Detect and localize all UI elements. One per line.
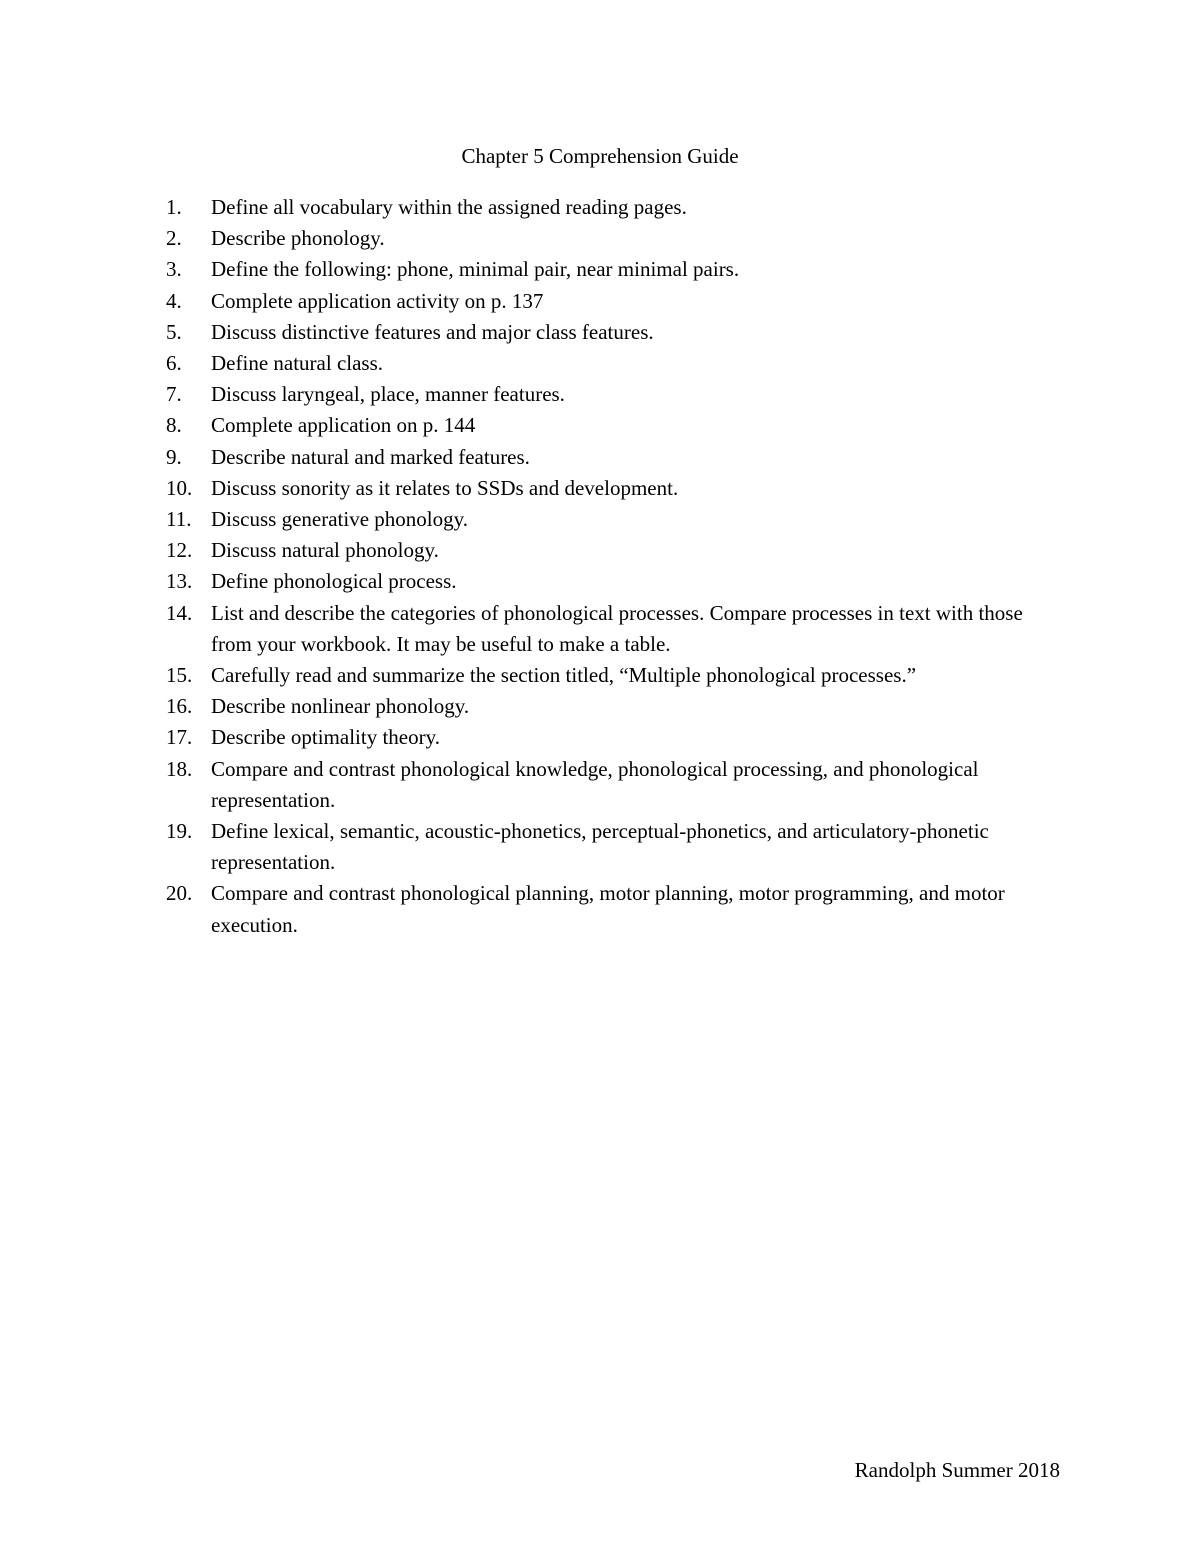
question-item (166, 223, 1046, 254)
question-item (166, 722, 1046, 753)
footer-credit: Randolph Summer 2018 (854, 1458, 1060, 1482)
question-text: Define phonological process. (211, 569, 457, 594)
question-item (166, 317, 1046, 348)
question-number: 18. (166, 756, 193, 781)
question-item (166, 691, 1046, 722)
question-number: 5. (166, 319, 182, 344)
question-text: Discuss distinctive features and major class features. (211, 319, 654, 344)
question-text: Describe phonology. (211, 226, 385, 251)
question-text: Complete application activity on p. 137 (211, 288, 544, 313)
question-item (166, 754, 1046, 816)
question-item (166, 504, 1046, 535)
question-item (166, 598, 1046, 660)
question-text: Discuss natural phonology. (211, 538, 439, 563)
question-text: Define natural class. (211, 351, 384, 376)
question-text: Describe natural and marked features. (211, 444, 530, 469)
question-item (166, 254, 1046, 285)
question-item (166, 566, 1046, 597)
question-text: Complete application on p. 144 (211, 413, 476, 438)
question-number: 6. (166, 351, 182, 376)
question-number: 15. (166, 663, 193, 688)
question-item (166, 442, 1046, 473)
question-text: Define the following: phone, minimal pair, near minimal pairs. (211, 257, 740, 282)
question-item (166, 192, 1046, 223)
question-number: 9. (166, 444, 182, 469)
question-number: 11. (166, 507, 192, 532)
question-number: 7. (166, 382, 182, 407)
question-number: 20. (166, 881, 193, 906)
question-number: 14. (166, 600, 193, 625)
question-text: Carefully read and summarize the section titled, “Multiple phonological processes.” (211, 663, 917, 688)
question-number: 2. (166, 226, 182, 251)
question-item (166, 286, 1046, 317)
question-text: Compare and contrast phonological knowledge, phonological processing, and phonological representation. (211, 756, 979, 812)
question-number: 17. (166, 725, 193, 750)
question-item (166, 379, 1046, 410)
question-item (166, 816, 1046, 878)
question-text: List and describe the categories of phonological processes. Compare processes in text with those from your workbook. It may be useful to make a table. (211, 600, 1023, 656)
question-list (166, 192, 1046, 941)
question-number: 4. (166, 288, 182, 313)
question-text: Define lexical, semantic, acoustic-phonetics, perceptual-phonetics, and articulatory-phonetic representation. (211, 819, 989, 875)
question-number: 13. (166, 569, 193, 594)
question-number: 16. (166, 694, 193, 719)
question-item (166, 660, 1046, 691)
question-text: Discuss generative phonology. (211, 507, 469, 532)
question-number: 12. (166, 538, 193, 563)
question-item (166, 535, 1046, 566)
question-number: 19. (166, 819, 193, 844)
question-number: 10. (166, 475, 193, 500)
question-item (166, 410, 1046, 441)
question-number: 3. (166, 257, 182, 282)
question-text: Discuss sonority as it relates to SSDs and development. (211, 475, 679, 500)
question-text: Describe nonlinear phonology. (211, 694, 470, 719)
question-item (166, 878, 1046, 940)
question-text: Discuss laryngeal, place, manner features. (211, 382, 565, 407)
question-text: Define all vocabulary within the assigned reading pages. (211, 195, 687, 219)
question-number: 1. (166, 195, 182, 219)
question-text: Describe optimality theory. (211, 725, 440, 750)
question-item (166, 473, 1046, 504)
question-item (166, 348, 1046, 379)
question-number: 8. (166, 413, 182, 438)
question-text: Compare and contrast phonological planning, motor planning, motor programming, and motor execution. (211, 881, 1005, 937)
page-title: Chapter 5 Comprehension Guide (461, 144, 739, 168)
